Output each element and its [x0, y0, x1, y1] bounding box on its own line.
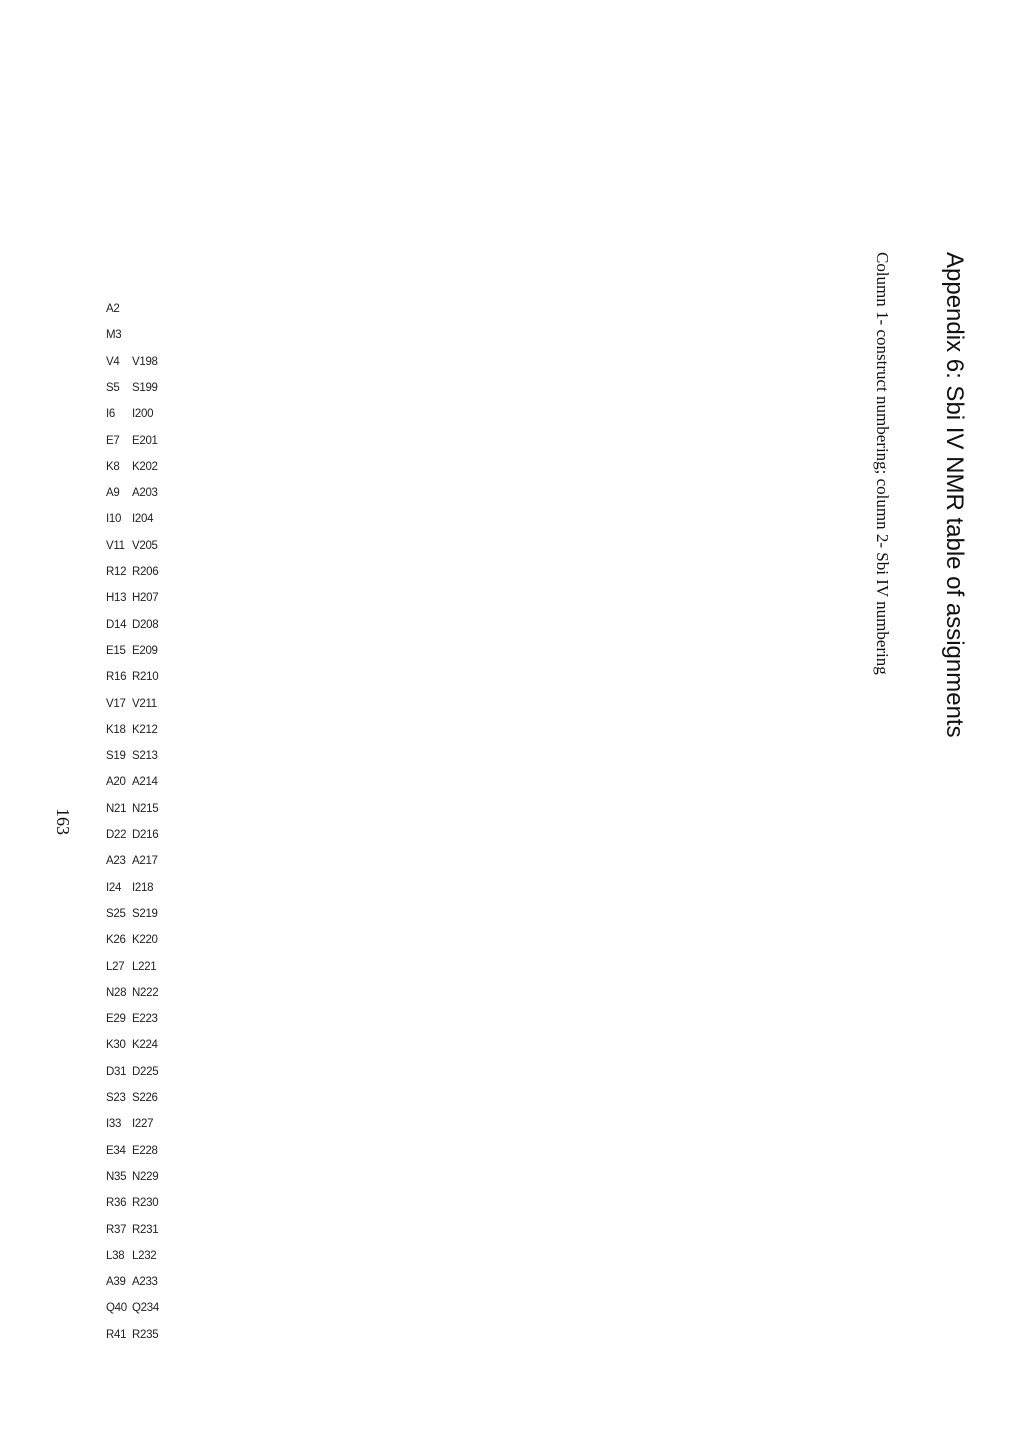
table-cell: Q40: [106, 1302, 127, 1314]
table-cell: K18: [106, 724, 126, 736]
table-cell: V11: [106, 540, 125, 552]
table-cell: S199: [132, 382, 158, 394]
table-cell: A39: [106, 1276, 126, 1288]
table-cell: A9: [106, 487, 120, 499]
page-number: 163: [53, 808, 73, 835]
table-cell: Q234: [132, 1302, 159, 1314]
table-cell: V211: [132, 698, 157, 710]
table-cell: E201: [132, 435, 158, 447]
table-cell: M3: [106, 329, 122, 341]
table-cell: S5: [106, 382, 120, 394]
table-cell: V4: [106, 356, 120, 368]
table-cell: V198: [132, 356, 158, 368]
table-cell: D208: [132, 619, 159, 631]
table-cell: I218: [132, 882, 154, 894]
table-cell: E223: [132, 1013, 158, 1025]
table-cell: S23: [106, 1092, 126, 1104]
table-cell: K202: [132, 461, 158, 473]
table-cell: L232: [132, 1250, 157, 1262]
table-cell: D22: [106, 829, 127, 841]
table-cell: R210: [132, 671, 159, 683]
table-cell: I204: [132, 513, 154, 525]
table-cell: N35: [106, 1171, 127, 1183]
table-cell: I33: [106, 1118, 122, 1130]
table-cell: D225: [132, 1066, 159, 1078]
table-cell: H13: [106, 592, 127, 604]
table-cell: A23: [106, 855, 126, 867]
table-cell: E228: [132, 1145, 158, 1157]
table-cell: R230: [132, 1197, 159, 1209]
table-cell: S19: [106, 750, 126, 762]
table-cell: R12: [106, 566, 127, 578]
table-cell: R235: [132, 1329, 159, 1341]
table-cell: K26: [106, 934, 126, 946]
table-cell: R41: [106, 1329, 127, 1341]
page-title: Appendix 6: Sbi IV NMR table of assignments: [941, 252, 968, 738]
table-cell: K212: [132, 724, 158, 736]
table-cell: N21: [106, 803, 127, 815]
table-cell: L27: [106, 961, 125, 973]
table-cell: E7: [106, 435, 120, 447]
table-cell: A217: [132, 855, 158, 867]
table-cell: S213: [132, 750, 158, 762]
table-cell: A20: [106, 776, 126, 788]
table-cell: L38: [106, 1250, 125, 1262]
table-cell: K30: [106, 1039, 126, 1051]
table-caption: Column 1- construct numbering; column 2- Sbi IV numbering: [873, 252, 892, 675]
table-cell: I227: [132, 1118, 154, 1130]
table-cell: S25: [106, 908, 126, 920]
table-cell: N28: [106, 987, 127, 999]
table-cell: I24: [106, 882, 122, 894]
table-cell: D14: [106, 619, 127, 631]
table-cell: N229: [132, 1171, 159, 1183]
table-cell: A214: [132, 776, 158, 788]
table-cell: E15: [106, 645, 126, 657]
table-cell: E34: [106, 1145, 126, 1157]
table-cell: I10: [106, 513, 122, 525]
table-cell: A2: [106, 303, 120, 315]
table-cell: K8: [106, 461, 120, 473]
table-cell: L221: [132, 961, 157, 973]
table-cell: K224: [132, 1039, 158, 1051]
table-cell: D31: [106, 1066, 127, 1078]
table-cell: A233: [132, 1276, 158, 1288]
table-cell: S226: [132, 1092, 158, 1104]
table-cell: V17: [106, 698, 126, 710]
table-cell: I200: [132, 408, 154, 420]
table-cell: R206: [132, 566, 159, 578]
table-cell: A203: [132, 487, 158, 499]
table-cell: V205: [132, 540, 158, 552]
table-cell: S219: [132, 908, 158, 920]
table-cell: K220: [132, 934, 158, 946]
table-cell: I6: [106, 408, 115, 420]
table-cell: R36: [106, 1197, 127, 1209]
table-cell: R231: [132, 1224, 159, 1236]
table-cell: H207: [132, 592, 159, 604]
table-cell: N215: [132, 803, 159, 815]
table-cell: E209: [132, 645, 158, 657]
table-cell: E29: [106, 1013, 126, 1025]
table-cell: D216: [132, 829, 159, 841]
table-cell: R16: [106, 671, 127, 683]
table-cell: R37: [106, 1224, 127, 1236]
table-cell: N222: [132, 987, 159, 999]
